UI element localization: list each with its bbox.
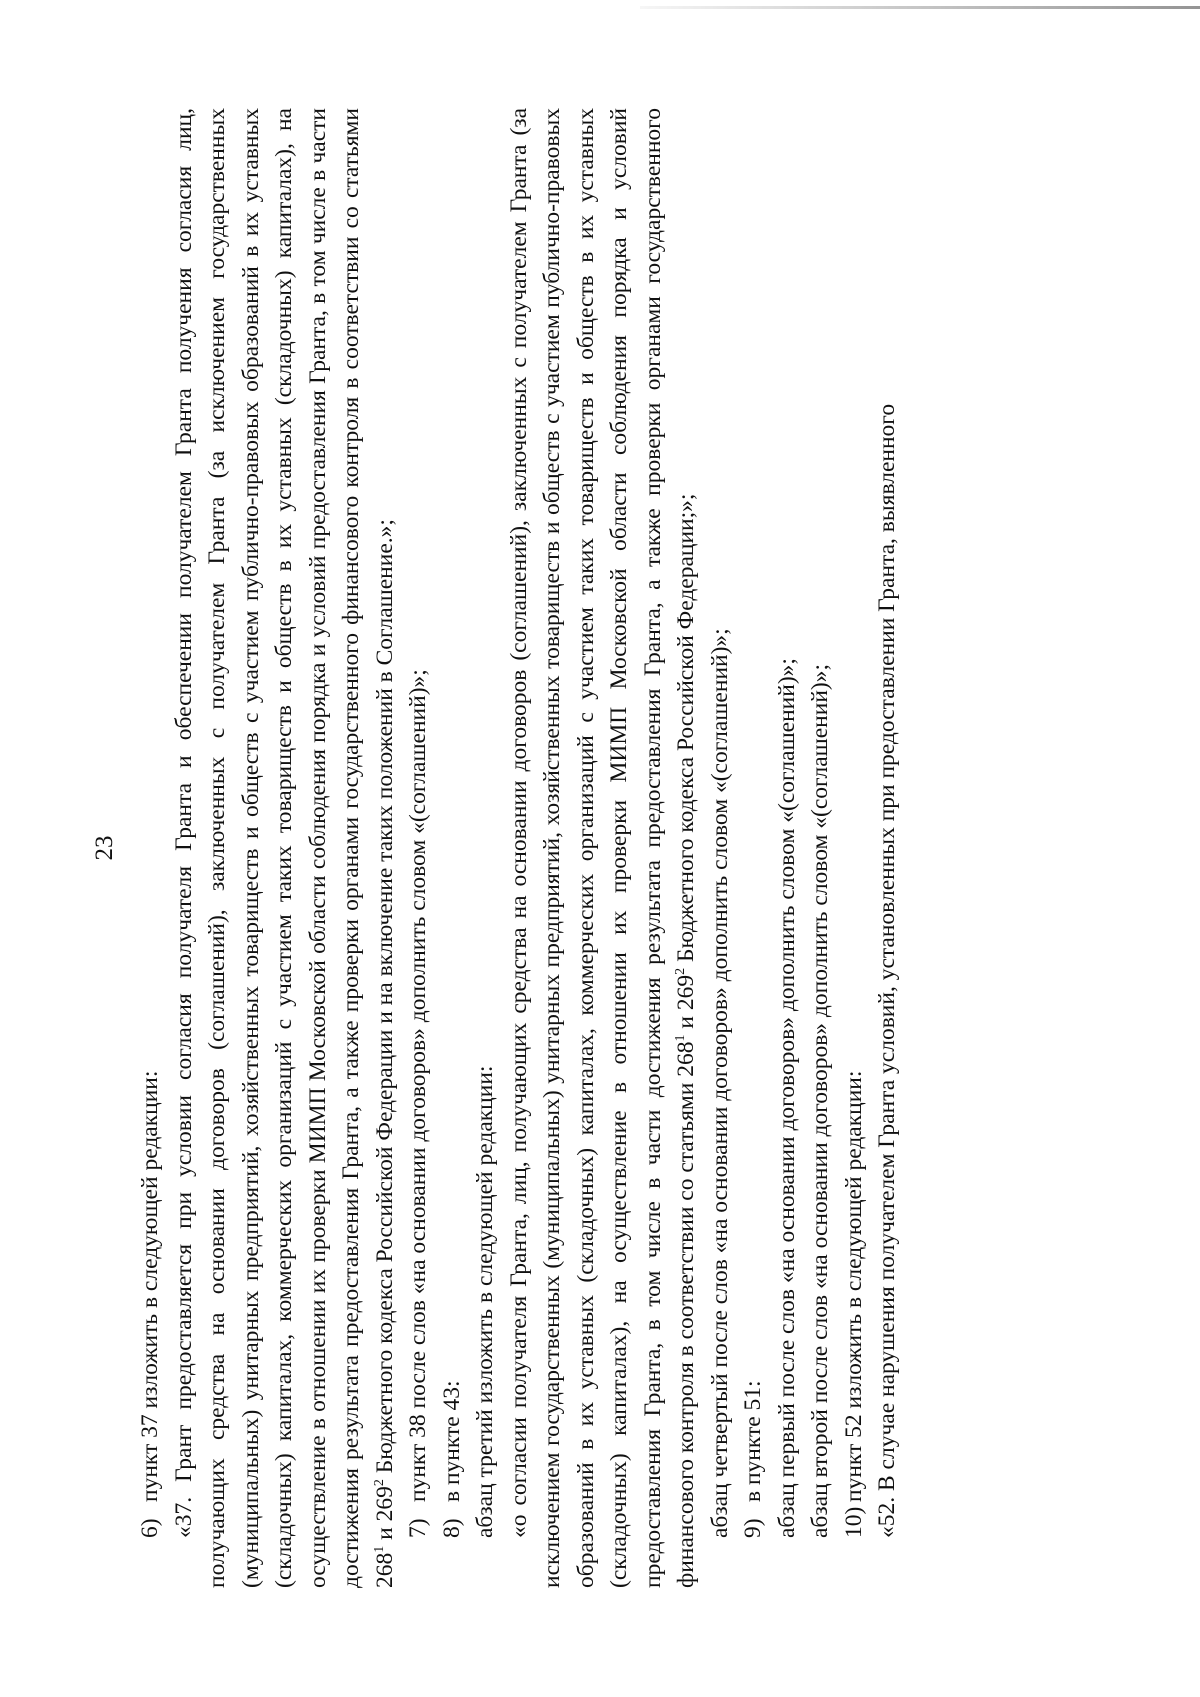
item-7-number: 7) [405, 1518, 431, 1538]
page-number: 23 [91, 835, 118, 861]
clause-43-part3: Бюджетного кодекса Российской Федерации;»; [673, 493, 699, 968]
clause-43-text [503, 108, 704, 1588]
clause-43-sup2: 2 [673, 967, 689, 975]
clause-37-part3: Бюджетного кодекса Российской Федерации и на включение таких положений в Соглашение.»; [371, 519, 398, 1480]
item-9 [737, 108, 771, 1588]
item-6-number: 6) [137, 1518, 163, 1538]
item-8-paragraph-3-instruction: абзац третий изложить в следующей редакции: [472, 1065, 498, 1538]
item-9-text: в пункте 51: [740, 1380, 766, 1502]
clause-52-text: «52. В случае нарушения получателем Гранта условий, установленных при предоставлении Гранта, выявленного [874, 403, 900, 1538]
item-8-text: в пункте 43: [438, 1380, 465, 1502]
item-9-paragraph-2-instruction: абзац второй после слов «на основании договоров» дополнить словом «(соглашений)»; [807, 663, 833, 1538]
item-7-text: пункт 38 после слов «на основании договоров» дополнить словом «(соглашений)»; [405, 669, 431, 1502]
clause-43-sup1: 1 [673, 1034, 689, 1042]
item-8 [436, 108, 470, 1588]
scan-edge-line [640, 6, 1200, 9]
clause-37-part1: «37. Грант предоставляется при условии согласия получателя Гранта и обеспечении получателем Гранта получения согласия лиц, получающих средства на основании договоров (соглашений), заключенных с получателем Гранта (за исключением государственных (муниципальных) унитарных предприятий, хозяйственных товариществ и обществ с участием публично-правовых образований в их уставных (складочных) капиталах, коммерческих организаций с участием таких товариществ и обществ в их уставных (складочных) капиталах), на осуществление в отношении их проверки МИМП Московской области соблюдения порядка и условий предоставления Гранта, в том числе в части достижения результата предоставления Гранта, а также проверки органами государственного финансового контроля в соответствии со статьями 268 [170, 108, 398, 1588]
item-9-paragraph-1-instruction: абзац первый после слов «на основании договоров» дополнить словом «(соглашений)»; [773, 658, 800, 1538]
item-7 [402, 108, 436, 1588]
item-10 [838, 108, 872, 1588]
rotated-document-page [90, 108, 1110, 1588]
clause-37-part2: и 269 [371, 1486, 398, 1546]
item-6 [134, 108, 168, 1588]
item-9-number: 9) [740, 1518, 766, 1538]
clause-43-part1: «о согласии получателя Гранта, лиц, получающих средства на основании договоров (соглашений), заключенных с получателем Гранта (за исключением государственных (муниципальных) унитарных предприятий, хозяйственных товариществ и обществ с участием публично-правовых образований в их уставных (складочных) капиталах, коммерческих организаций с участием таких товариществ и обществ в их уставных (складочных) капиталах), на осуществление в отношении их проверки МИМП Московской области соблюдения порядка и условий предоставления Гранта, в том числе в части достижения результата предоставления Гранта, а также проверки органами государственного финансового контроля в соответствии со статьями 268 [505, 108, 699, 1588]
clause-37-sup1: 1 [371, 1545, 387, 1553]
item-10-text: пункт 52 изложить в следующей редакции: [840, 1070, 867, 1502]
clause-43-part2: и 269 [673, 974, 699, 1035]
item-10-number: 10) [840, 1506, 867, 1538]
item-6-text: пункт 37 изложить в следующей редакции: [137, 1070, 163, 1502]
item-8-number: 8) [438, 1518, 465, 1538]
item-8-paragraph-4-instruction: абзац четвертый после слов «на основании договоров» дополнить словом «(соглашений)»; [706, 628, 733, 1538]
clause-37-text [168, 108, 403, 1588]
clause-37-sup2: 2 [371, 1479, 387, 1487]
